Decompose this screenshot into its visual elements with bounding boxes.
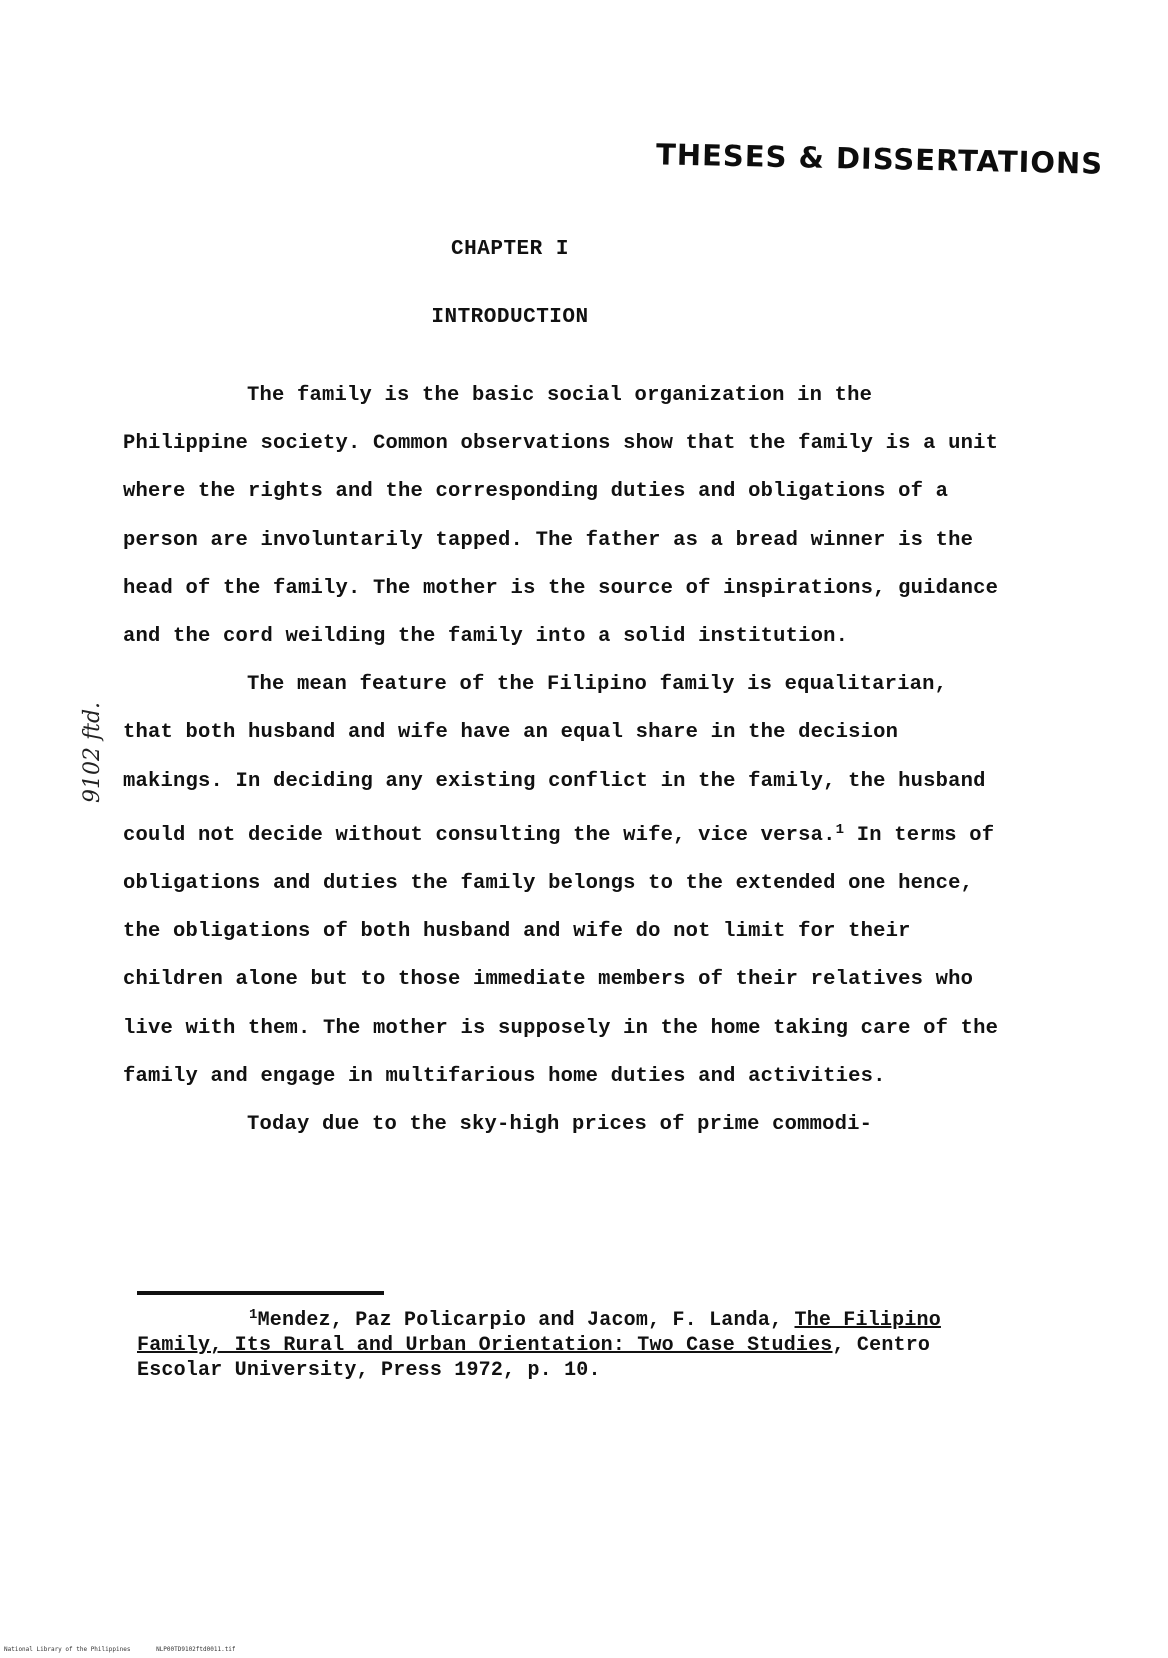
section-title: INTRODUCTION	[431, 306, 589, 329]
footnote-authors: Mendez, Paz Policarpio and Jacom, F. Landa,	[257, 1309, 795, 1332]
footnote-reference: 1	[835, 821, 845, 838]
chapter-heading: CHAPTER I	[451, 238, 569, 261]
footer-file: NLP00TD9102ftd0011.tif	[156, 1646, 236, 1653]
footnote-divider	[137, 1291, 384, 1295]
handwritten-margin-note: 9102 ftd.	[80, 701, 106, 804]
paragraph-1: The family is the basic social organization in the Philippine society. Common observations show that the family is a unit where the rights and the corresponding duties and obligations of a person are involuntarily tapped. The father as a bread winner is the head of the family. The mother is the source of inspirations, guidance and the cord weilding the family into a solid institution.	[123, 384, 999, 649]
footer-library: National Library of the Philippines	[4, 1646, 131, 1653]
paragraph-2-text-a: The mean feature of the Filipino family is equalitarian, that both husband and wife have an equal share in the decision makings. In deciding any existing conflict in the family, the husband could not decide without consulting the wife, vice versa.	[123, 673, 986, 847]
scan-footer	[4, 1646, 258, 1653]
paragraph-2	[123, 661, 1003, 1101]
paragraph-3: Today due to the sky-high prices of prime commodi-	[247, 1113, 873, 1137]
footnote-publisher: , Centro Escolar University, Press 1972, p. 10.	[137, 1334, 931, 1382]
theses-dissertations-stamp: THESES & DISSERTATIONS	[655, 137, 1104, 181]
footnote-mark: 1	[249, 1307, 258, 1323]
footnote	[137, 1303, 997, 1383]
footnote-book-title: The Filipino Family, Its Rural and Urban Orientation: Two Case Studies	[137, 1309, 941, 1357]
paragraph-2-text-b: In terms of obligations and duties the family belongs to the extended one hence, the obligations of both husband and wife do not limit for their children alone but to those immediate members of their relatives who live with them. The mother is supposely in the home taking care of the family and engage in multifarious home duties and activities.	[123, 823, 999, 1088]
body-text	[123, 372, 1003, 1149]
